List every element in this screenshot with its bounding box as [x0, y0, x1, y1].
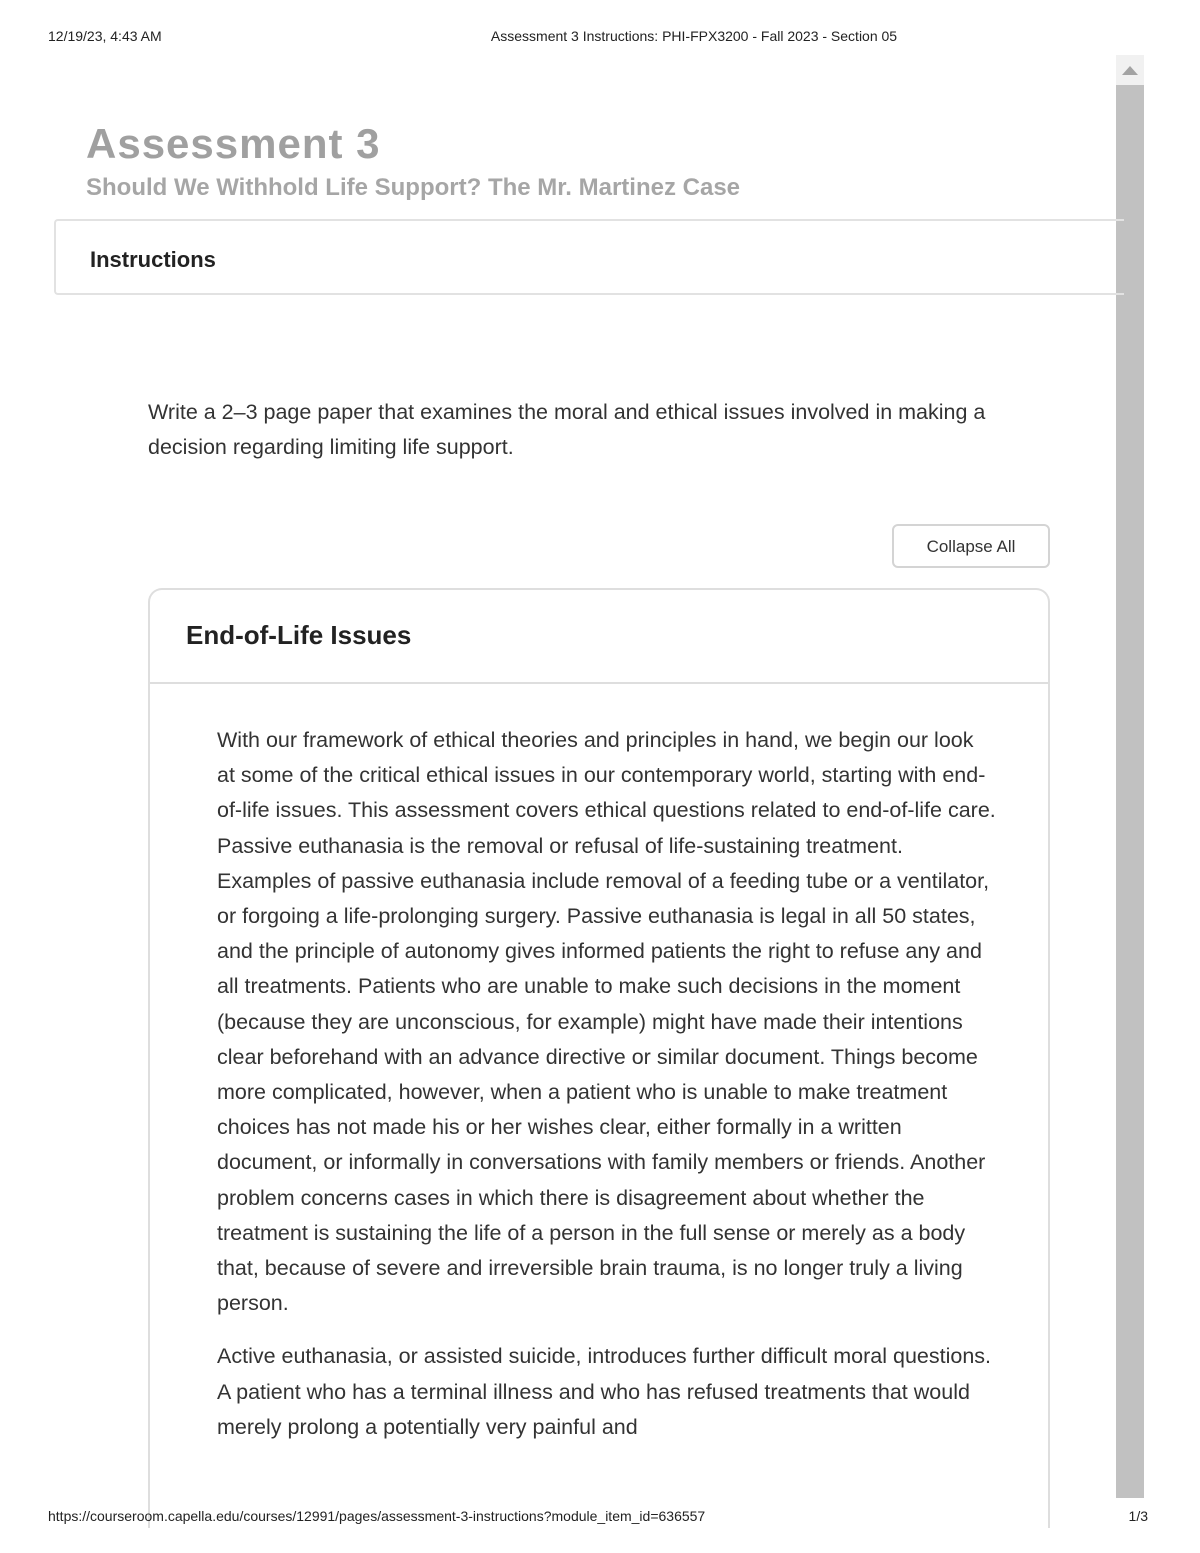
- accordion-body: [217, 723, 997, 1463]
- collapse-all-button[interactable]: Collapse All: [892, 524, 1050, 568]
- print-date: 12/19/23, 4:43 AM: [48, 28, 162, 44]
- section-paragraph: Active euthanasia, or assisted suicide, introduces further difficult moral questions. A patient who has a terminal illness and who has refused treatments that would merely prolong a potentially very painful and: [217, 1344, 991, 1439]
- print-url: https://courseroom.capella.edu/courses/12991/pages/assessment-3-instructions?module_item_id=636557: [48, 1508, 706, 1524]
- print-header: [0, 28, 1200, 48]
- page-subtitle: Should We Withhold Life Support? The Mr. Martinez Case: [86, 174, 741, 201]
- scrollbar-thumb[interactable]: [1116, 85, 1144, 1498]
- accordion-panel: [148, 588, 1050, 1528]
- intro-text: Write a 2–3 page paper that examines the moral and ethical issues involved in making a decision regarding limiting life support.: [148, 400, 986, 459]
- print-page-number: 1/3: [1128, 1508, 1148, 1524]
- accordion-header[interactable]: [150, 590, 1048, 684]
- section-title: End-of-Life Issues: [186, 620, 412, 650]
- print-footer: [0, 1508, 1200, 1528]
- section-paragraph: With our framework of ethical theories and principles in hand, we begin our look at some of the critical ethical issues in our contemporary world, starting with end-of-life issues. This assessment covers ethical questions related to end-of-life care. Passive euthanasia is the removal or refusal of life-sustaining treatment. Examples of passive euthanasia include removal of a feeding tube or a ventilator, or forgoing a life-prolonging surgery. Passive euthanasia is legal in all 50 states, and the principle of autonomy gives informed patients the right to refuse any and all treatments. Patients who are unable to make such decisions in the moment (because they are unconscious, for example) might have made their intentions clear beforehand with an advance directive or similar document. Things become more complicated, however, when a patient who is unable to make treatment choices has not made his or her wishes clear, either formally in a written document, or informally in conversations with family members or friends. Another problem concerns cases in which there is disagreement about whether the treatment is sustaining the life of a person in the full sense or merely as a body that, because of severe and irreversible brain trauma, is no longer truly a living person.: [217, 728, 996, 1316]
- tab-bar: [54, 219, 1124, 295]
- page-title: Assessment 3: [86, 120, 381, 167]
- scroll-up-arrow-icon[interactable]: [1116, 55, 1144, 85]
- tab-instructions[interactable]: Instructions: [90, 247, 216, 272]
- print-document-title: Assessment 3 Instructions: PHI-FPX3200 - Fall 2023 - Section 05: [490, 28, 898, 44]
